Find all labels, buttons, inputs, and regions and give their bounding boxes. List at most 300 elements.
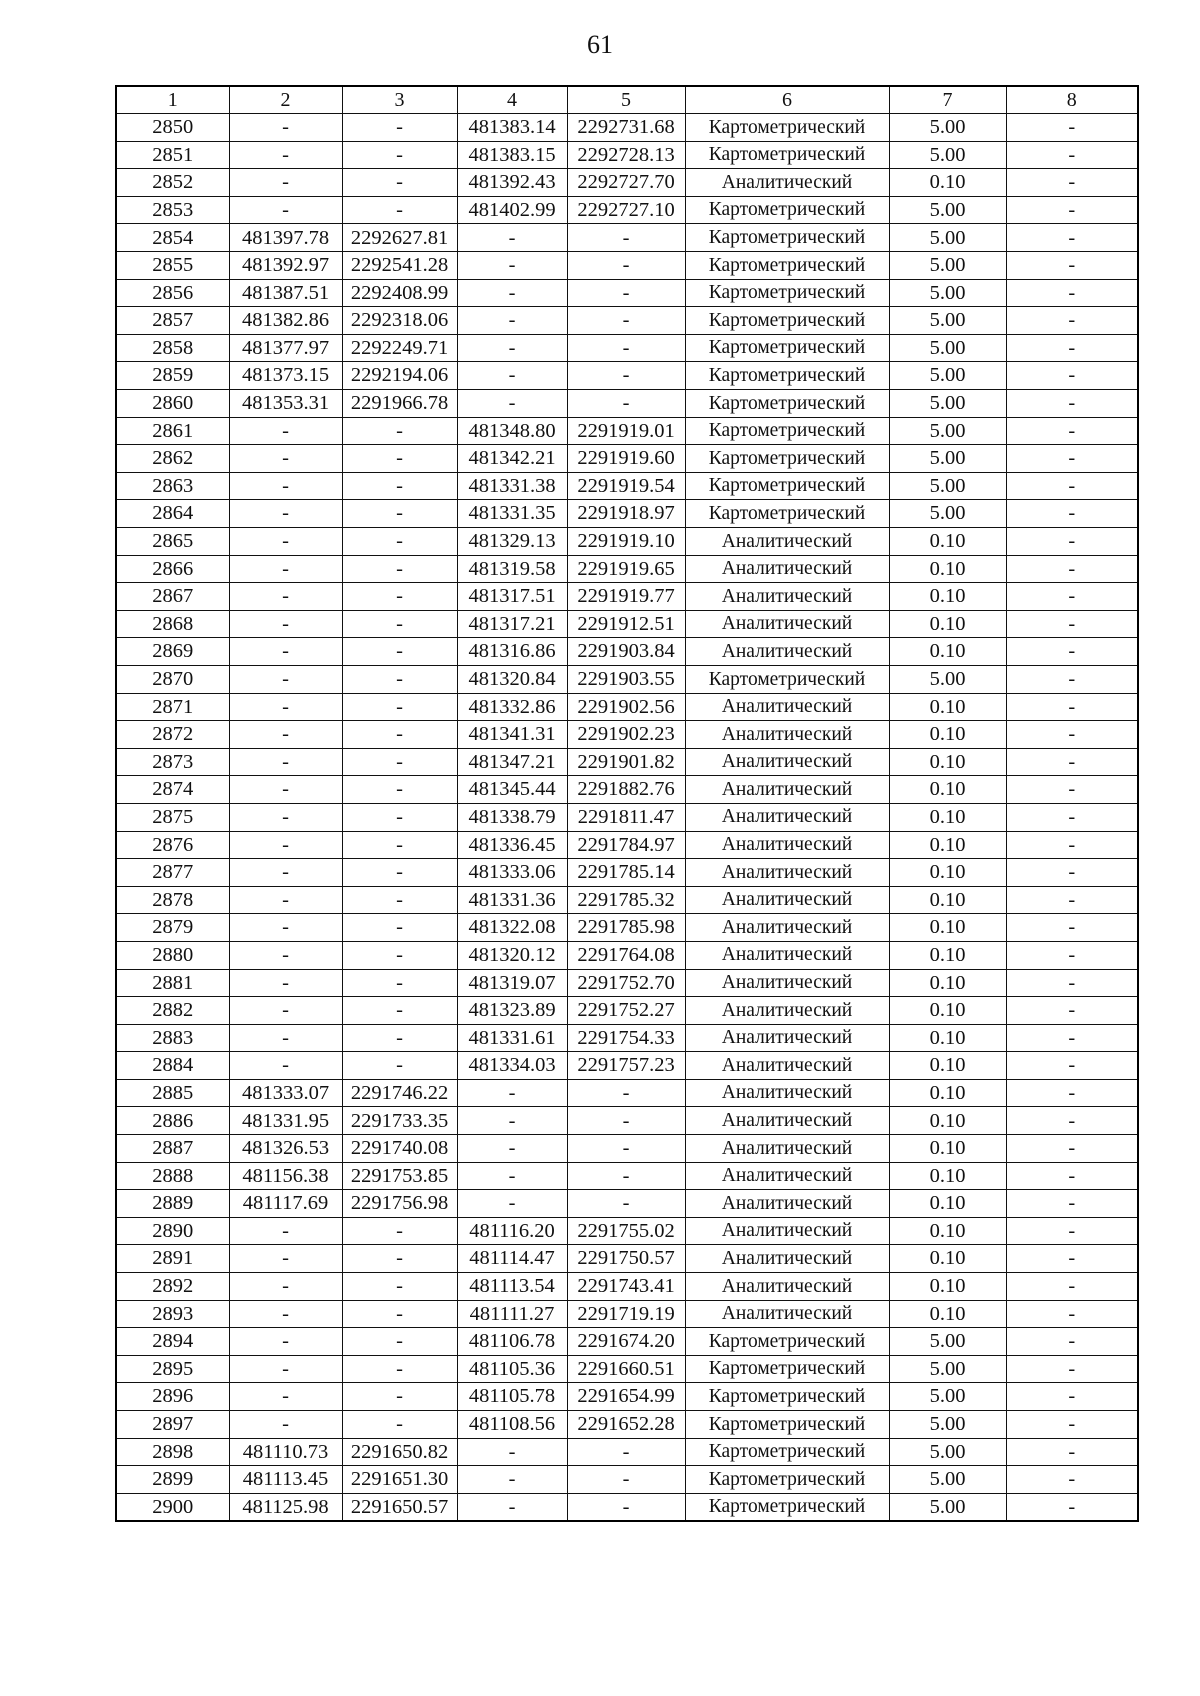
point-number-cell: 2888: [116, 1162, 229, 1190]
method-cell: Картометрический: [685, 224, 889, 252]
col-2-cell: 481331.95: [229, 1107, 342, 1135]
table-row: [116, 252, 1138, 280]
col-2-cell: 481333.07: [229, 1079, 342, 1107]
col-4-cell: -: [457, 1493, 567, 1521]
header-cell: 3: [342, 86, 457, 114]
col-8-cell: -: [1006, 776, 1138, 804]
col-4-cell: -: [457, 224, 567, 252]
col-8-cell: -: [1006, 1411, 1138, 1439]
col-3-cell: 2291966.78: [342, 390, 457, 418]
col-8-cell: -: [1006, 390, 1138, 418]
col-5-cell: 2291785.14: [567, 859, 685, 887]
col-5-cell: -: [567, 1493, 685, 1521]
table-row: [116, 1135, 1138, 1163]
col-5-cell: 2291752.27: [567, 997, 685, 1025]
col-2-cell: 481382.86: [229, 307, 342, 335]
header-cell: 5: [567, 86, 685, 114]
point-number-cell: 2892: [116, 1273, 229, 1301]
table-row: [116, 472, 1138, 500]
col-8-cell: -: [1006, 1383, 1138, 1411]
col-3-cell: -: [342, 969, 457, 997]
col-8-cell: -: [1006, 638, 1138, 666]
precision-cell: 0.10: [889, 528, 1006, 556]
method-cell: Картометрический: [685, 334, 889, 362]
method-cell: Картометрический: [685, 1383, 889, 1411]
col-4-cell: 481333.06: [457, 859, 567, 887]
col-2-cell: 481156.38: [229, 1162, 342, 1190]
col-2-cell: 481110.73: [229, 1438, 342, 1466]
col-5-cell: 2291901.82: [567, 748, 685, 776]
method-cell: Аналитический: [685, 1162, 889, 1190]
col-5-cell: 2291919.01: [567, 417, 685, 445]
col-4-cell: 481345.44: [457, 776, 567, 804]
col-8-cell: -: [1006, 1079, 1138, 1107]
method-cell: Картометрический: [685, 362, 889, 390]
col-3-cell: 2291756.98: [342, 1190, 457, 1218]
col-4-cell: 481332.86: [457, 693, 567, 721]
col-3-cell: -: [342, 693, 457, 721]
table-row: [116, 1383, 1138, 1411]
method-cell: Аналитический: [685, 748, 889, 776]
point-number-cell: 2884: [116, 1052, 229, 1080]
table-row: [116, 665, 1138, 693]
col-4-cell: 481402.99: [457, 196, 567, 224]
col-4-cell: 481111.27: [457, 1300, 567, 1328]
col-2-cell: -: [229, 1328, 342, 1356]
col-2-cell: 481373.15: [229, 362, 342, 390]
table-row: [116, 1217, 1138, 1245]
col-5-cell: 2292728.13: [567, 141, 685, 169]
precision-cell: 0.10: [889, 610, 1006, 638]
method-cell: Аналитический: [685, 169, 889, 197]
col-3-cell: -: [342, 776, 457, 804]
col-2-cell: -: [229, 721, 342, 749]
point-number-cell: 2861: [116, 417, 229, 445]
table-row: [116, 886, 1138, 914]
precision-cell: 0.10: [889, 1190, 1006, 1218]
point-number-cell: 2870: [116, 665, 229, 693]
col-5-cell: 2291882.76: [567, 776, 685, 804]
precision-cell: 5.00: [889, 665, 1006, 693]
col-5-cell: -: [567, 1107, 685, 1135]
method-cell: Аналитический: [685, 693, 889, 721]
method-cell: Аналитический: [685, 610, 889, 638]
col-2-cell: -: [229, 914, 342, 942]
col-8-cell: -: [1006, 1355, 1138, 1383]
col-2-cell: -: [229, 941, 342, 969]
table-row: [116, 748, 1138, 776]
col-8-cell: -: [1006, 1052, 1138, 1080]
col-2-cell: -: [229, 141, 342, 169]
table-row: [116, 500, 1138, 528]
col-3-cell: 2292627.81: [342, 224, 457, 252]
method-cell: Картометрический: [685, 665, 889, 693]
point-number-cell: 2890: [116, 1217, 229, 1245]
col-4-cell: 481342.21: [457, 445, 567, 473]
method-cell: Картометрический: [685, 279, 889, 307]
point-number-cell: 2900: [116, 1493, 229, 1521]
col-3-cell: -: [342, 472, 457, 500]
col-2-cell: -: [229, 1245, 342, 1273]
col-8-cell: -: [1006, 1190, 1138, 1218]
col-5-cell: -: [567, 1135, 685, 1163]
col-4-cell: 481114.47: [457, 1245, 567, 1273]
col-4-cell: 481331.35: [457, 500, 567, 528]
point-number-cell: 2899: [116, 1466, 229, 1494]
point-number-cell: 2873: [116, 748, 229, 776]
point-number-cell: 2879: [116, 914, 229, 942]
method-cell: Картометрический: [685, 500, 889, 528]
col-8-cell: -: [1006, 1024, 1138, 1052]
col-3-cell: 2291650.57: [342, 1493, 457, 1521]
col-2-cell: -: [229, 886, 342, 914]
col-5-cell: -: [567, 1466, 685, 1494]
col-4-cell: -: [457, 1107, 567, 1135]
col-3-cell: -: [342, 886, 457, 914]
col-5-cell: 2291903.84: [567, 638, 685, 666]
col-5-cell: 2291743.41: [567, 1273, 685, 1301]
col-8-cell: -: [1006, 1300, 1138, 1328]
precision-cell: 5.00: [889, 196, 1006, 224]
col-2-cell: -: [229, 445, 342, 473]
col-8-cell: -: [1006, 196, 1138, 224]
method-cell: Аналитический: [685, 1245, 889, 1273]
col-3-cell: -: [342, 528, 457, 556]
point-number-cell: 2878: [116, 886, 229, 914]
col-3-cell: -: [342, 1328, 457, 1356]
col-5-cell: -: [567, 224, 685, 252]
precision-cell: 5.00: [889, 417, 1006, 445]
col-2-cell: 481117.69: [229, 1190, 342, 1218]
table-row: [116, 307, 1138, 335]
method-cell: Аналитический: [685, 528, 889, 556]
col-4-cell: 481320.84: [457, 665, 567, 693]
method-cell: Картометрический: [685, 1411, 889, 1439]
method-cell: Картометрический: [685, 417, 889, 445]
precision-cell: 0.10: [889, 1107, 1006, 1135]
col-2-cell: 481392.97: [229, 252, 342, 280]
col-3-cell: 2292541.28: [342, 252, 457, 280]
col-4-cell: 481108.56: [457, 1411, 567, 1439]
col-5-cell: 2291918.97: [567, 500, 685, 528]
col-2-cell: -: [229, 472, 342, 500]
point-number-cell: 2860: [116, 390, 229, 418]
header-row: [116, 86, 1138, 114]
table-row: [116, 1024, 1138, 1052]
col-2-cell: -: [229, 997, 342, 1025]
col-4-cell: 481316.86: [457, 638, 567, 666]
col-4-cell: 481331.61: [457, 1024, 567, 1052]
table-row: [116, 528, 1138, 556]
col-8-cell: -: [1006, 831, 1138, 859]
table-row: [116, 803, 1138, 831]
col-3-cell: -: [342, 1024, 457, 1052]
table-row: [116, 941, 1138, 969]
col-5-cell: 2291674.20: [567, 1328, 685, 1356]
method-cell: Аналитический: [685, 997, 889, 1025]
table-row: [116, 279, 1138, 307]
point-number-cell: 2851: [116, 141, 229, 169]
col-5-cell: 2291919.77: [567, 583, 685, 611]
precision-cell: 0.10: [889, 1135, 1006, 1163]
col-5-cell: -: [567, 1162, 685, 1190]
col-2-cell: 481377.97: [229, 334, 342, 362]
col-8-cell: -: [1006, 721, 1138, 749]
method-cell: Картометрический: [685, 445, 889, 473]
col-8-cell: -: [1006, 1107, 1138, 1135]
point-number-cell: 2857: [116, 307, 229, 335]
header-cell: 1: [116, 86, 229, 114]
precision-cell: 0.10: [889, 693, 1006, 721]
point-number-cell: 2897: [116, 1411, 229, 1439]
point-number-cell: 2877: [116, 859, 229, 887]
col-3-cell: -: [342, 114, 457, 142]
col-5-cell: 2292727.70: [567, 169, 685, 197]
col-3-cell: 2292249.71: [342, 334, 457, 362]
point-number-cell: 2898: [116, 1438, 229, 1466]
col-8-cell: -: [1006, 665, 1138, 693]
method-cell: Аналитический: [685, 638, 889, 666]
col-5-cell: 2291919.10: [567, 528, 685, 556]
precision-cell: 0.10: [889, 1273, 1006, 1301]
method-cell: Картометрический: [685, 1328, 889, 1356]
col-5-cell: 2291903.55: [567, 665, 685, 693]
precision-cell: 5.00: [889, 307, 1006, 335]
col-3-cell: -: [342, 859, 457, 887]
table-row: [116, 1411, 1138, 1439]
precision-cell: 5.00: [889, 141, 1006, 169]
col-8-cell: -: [1006, 528, 1138, 556]
precision-cell: 0.10: [889, 1052, 1006, 1080]
col-3-cell: -: [342, 500, 457, 528]
col-3-cell: 2292408.99: [342, 279, 457, 307]
table-row: [116, 693, 1138, 721]
col-4-cell: -: [457, 1162, 567, 1190]
table-row: [116, 1355, 1138, 1383]
method-cell: Картометрический: [685, 114, 889, 142]
col-2-cell: -: [229, 803, 342, 831]
col-4-cell: 481323.89: [457, 997, 567, 1025]
col-3-cell: -: [342, 610, 457, 638]
col-2-cell: -: [229, 665, 342, 693]
point-number-cell: 2865: [116, 528, 229, 556]
col-4-cell: -: [457, 279, 567, 307]
point-number-cell: 2862: [116, 445, 229, 473]
point-number-cell: 2854: [116, 224, 229, 252]
col-4-cell: 481336.45: [457, 831, 567, 859]
col-4-cell: 481320.12: [457, 941, 567, 969]
col-3-cell: -: [342, 169, 457, 197]
method-cell: Картометрический: [685, 472, 889, 500]
point-number-cell: 2896: [116, 1383, 229, 1411]
method-cell: Аналитический: [685, 1190, 889, 1218]
col-8-cell: -: [1006, 334, 1138, 362]
table-row: [116, 831, 1138, 859]
col-2-cell: -: [229, 693, 342, 721]
point-number-cell: 2869: [116, 638, 229, 666]
col-2-cell: -: [229, 1355, 342, 1383]
col-5-cell: 2291719.19: [567, 1300, 685, 1328]
col-4-cell: -: [457, 252, 567, 280]
method-cell: Аналитический: [685, 1024, 889, 1052]
precision-cell: 5.00: [889, 1466, 1006, 1494]
method-cell: Аналитический: [685, 1052, 889, 1080]
col-8-cell: -: [1006, 1328, 1138, 1356]
point-number-cell: 2874: [116, 776, 229, 804]
col-2-cell: -: [229, 1273, 342, 1301]
col-4-cell: 481392.43: [457, 169, 567, 197]
col-3-cell: -: [342, 555, 457, 583]
method-cell: Аналитический: [685, 803, 889, 831]
col-4-cell: 481319.07: [457, 969, 567, 997]
precision-cell: 0.10: [889, 169, 1006, 197]
precision-cell: 0.10: [889, 1300, 1006, 1328]
col-2-cell: -: [229, 638, 342, 666]
col-4-cell: 481348.80: [457, 417, 567, 445]
col-8-cell: -: [1006, 169, 1138, 197]
col-4-cell: -: [457, 1190, 567, 1218]
precision-cell: 0.10: [889, 831, 1006, 859]
table-row: [116, 362, 1138, 390]
col-5-cell: 2291752.70: [567, 969, 685, 997]
col-8-cell: -: [1006, 969, 1138, 997]
precision-cell: 5.00: [889, 472, 1006, 500]
method-cell: Аналитический: [685, 831, 889, 859]
col-4-cell: -: [457, 307, 567, 335]
method-cell: Аналитический: [685, 583, 889, 611]
precision-cell: 0.10: [889, 721, 1006, 749]
col-4-cell: 481329.13: [457, 528, 567, 556]
col-3-cell: -: [342, 1052, 457, 1080]
col-4-cell: 481113.54: [457, 1273, 567, 1301]
col-2-cell: -: [229, 417, 342, 445]
col-8-cell: -: [1006, 1162, 1138, 1190]
point-number-cell: 2885: [116, 1079, 229, 1107]
col-2-cell: -: [229, 169, 342, 197]
point-number-cell: 2893: [116, 1300, 229, 1328]
table-row: [116, 1052, 1138, 1080]
col-5-cell: 2291757.23: [567, 1052, 685, 1080]
precision-cell: 5.00: [889, 445, 1006, 473]
table-row: [116, 721, 1138, 749]
col-2-cell: -: [229, 555, 342, 583]
precision-cell: 0.10: [889, 1024, 1006, 1052]
col-8-cell: -: [1006, 224, 1138, 252]
point-number-cell: 2895: [116, 1355, 229, 1383]
col-5-cell: 2291919.54: [567, 472, 685, 500]
col-8-cell: -: [1006, 748, 1138, 776]
page-number: 61: [587, 30, 613, 59]
col-4-cell: -: [457, 362, 567, 390]
col-3-cell: -: [342, 914, 457, 942]
col-2-cell: -: [229, 776, 342, 804]
col-3-cell: -: [342, 638, 457, 666]
col-3-cell: -: [342, 721, 457, 749]
table-row: [116, 1466, 1138, 1494]
col-4-cell: -: [457, 1135, 567, 1163]
col-3-cell: 2291733.35: [342, 1107, 457, 1135]
point-number-cell: 2882: [116, 997, 229, 1025]
precision-cell: 0.10: [889, 914, 1006, 942]
col-5-cell: 2291919.65: [567, 555, 685, 583]
point-number-cell: 2875: [116, 803, 229, 831]
point-number-cell: 2855: [116, 252, 229, 280]
col-4-cell: 481319.58: [457, 555, 567, 583]
header-cell: 4: [457, 86, 567, 114]
col-4-cell: 481106.78: [457, 1328, 567, 1356]
col-2-cell: 481125.98: [229, 1493, 342, 1521]
col-8-cell: -: [1006, 417, 1138, 445]
col-5-cell: -: [567, 1079, 685, 1107]
col-5-cell: 2291764.08: [567, 941, 685, 969]
precision-cell: 0.10: [889, 748, 1006, 776]
col-4-cell: 481331.38: [457, 472, 567, 500]
col-4-cell: 481331.36: [457, 886, 567, 914]
col-3-cell: -: [342, 1217, 457, 1245]
col-8-cell: -: [1006, 279, 1138, 307]
col-2-cell: -: [229, 859, 342, 887]
col-3-cell: -: [342, 997, 457, 1025]
method-cell: Картометрический: [685, 196, 889, 224]
col-2-cell: -: [229, 1052, 342, 1080]
table-row: [116, 1328, 1138, 1356]
point-number-cell: 2850: [116, 114, 229, 142]
col-5-cell: -: [567, 279, 685, 307]
col-5-cell: -: [567, 307, 685, 335]
col-2-cell: -: [229, 196, 342, 224]
point-number-cell: 2868: [116, 610, 229, 638]
point-number-cell: 2889: [116, 1190, 229, 1218]
col-8-cell: -: [1006, 114, 1138, 142]
col-8-cell: -: [1006, 362, 1138, 390]
col-5-cell: 2291654.99: [567, 1383, 685, 1411]
point-number-cell: 2852: [116, 169, 229, 197]
col-5-cell: 2291652.28: [567, 1411, 685, 1439]
table-row: [116, 610, 1138, 638]
table-row: [116, 1162, 1138, 1190]
method-cell: Аналитический: [685, 859, 889, 887]
precision-cell: 0.10: [889, 638, 1006, 666]
col-3-cell: -: [342, 1355, 457, 1383]
precision-cell: 5.00: [889, 1411, 1006, 1439]
col-2-cell: -: [229, 1300, 342, 1328]
col-5-cell: 2291811.47: [567, 803, 685, 831]
col-5-cell: -: [567, 362, 685, 390]
table-row: [116, 141, 1138, 169]
col-8-cell: -: [1006, 500, 1138, 528]
header-cell: 2: [229, 86, 342, 114]
col-4-cell: 481317.21: [457, 610, 567, 638]
table-row: [116, 1190, 1138, 1218]
method-cell: Аналитический: [685, 776, 889, 804]
precision-cell: 0.10: [889, 583, 1006, 611]
col-3-cell: 2292194.06: [342, 362, 457, 390]
point-number-cell: 2867: [116, 583, 229, 611]
point-number-cell: 2883: [116, 1024, 229, 1052]
table-row: [116, 1273, 1138, 1301]
point-number-cell: 2856: [116, 279, 229, 307]
col-4-cell: 481383.15: [457, 141, 567, 169]
col-8-cell: -: [1006, 1135, 1138, 1163]
table-row: [116, 1493, 1138, 1521]
point-number-cell: 2894: [116, 1328, 229, 1356]
col-4-cell: 481116.20: [457, 1217, 567, 1245]
point-number-cell: 2887: [116, 1135, 229, 1163]
col-5-cell: -: [567, 390, 685, 418]
point-number-cell: 2866: [116, 555, 229, 583]
precision-cell: 5.00: [889, 1328, 1006, 1356]
point-number-cell: 2853: [116, 196, 229, 224]
